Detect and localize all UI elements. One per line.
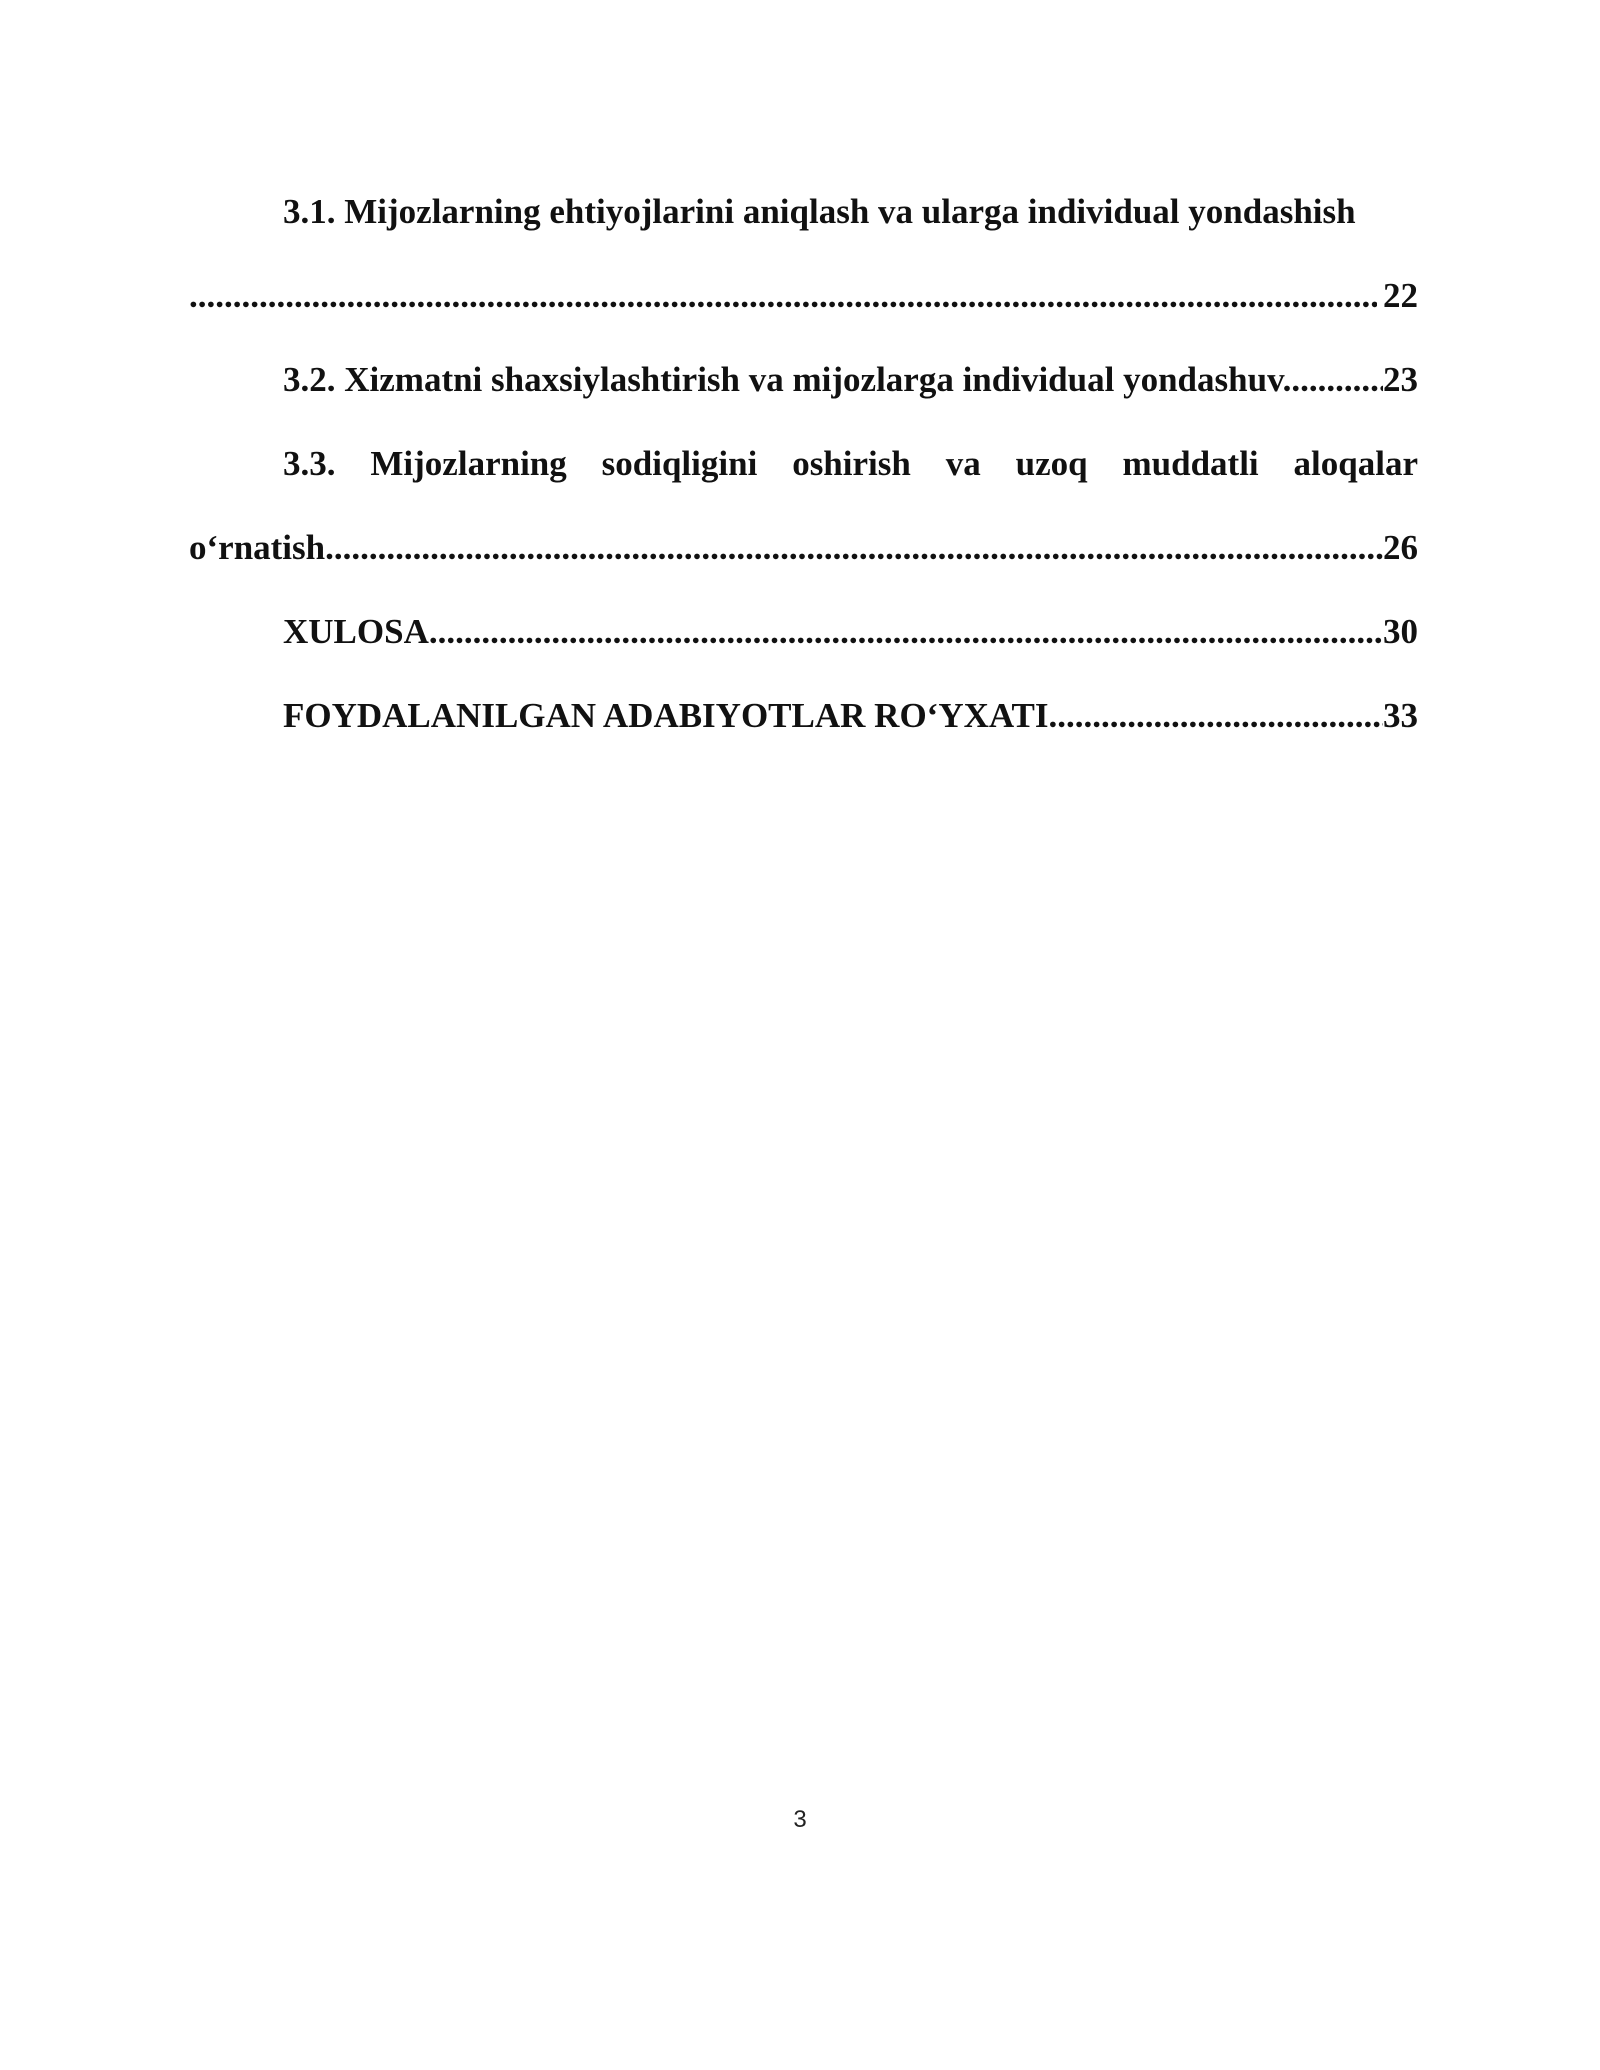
toc-entry-3-3-continuation: o‘rnatish: [189, 528, 326, 567]
toc-leader-dots: [1291, 348, 1383, 412]
toc-entry-3-3-leader-line: [189, 516, 1418, 600]
toc-entry-3-3-word: 3.3.: [283, 444, 336, 483]
toc-entry-3-2-page: 23: [1383, 360, 1418, 399]
toc-leader-dots: [189, 264, 1377, 328]
toc-entry-references-page: 33: [1383, 696, 1418, 735]
toc-leader-dots: [429, 600, 1383, 664]
toc-entry-3-3-title-line: [189, 432, 1418, 516]
toc-entry-3-3-word: uzoq: [1015, 444, 1088, 483]
toc-entry-3-3-word: sodiqligini: [601, 444, 758, 483]
table-of-contents: [189, 180, 1418, 768]
toc-entry-3-3-word: muddatli: [1122, 444, 1259, 483]
toc-entry-3-1-title-line: [189, 180, 1418, 264]
page-number: 3: [793, 1806, 807, 1833]
toc-leader-dots: [1049, 684, 1383, 748]
toc-entry-3-3-word: oshirish: [792, 444, 911, 483]
toc-leader-dots: [325, 516, 1383, 580]
toc-entry-xulosa-title: XULOSA: [283, 612, 429, 651]
toc-entry-3-3-word: aloqalar: [1293, 444, 1418, 483]
toc-entry-3-3-word: va: [945, 444, 981, 483]
toc-entry-3-3-page: 26: [1383, 528, 1418, 567]
toc-entry-3-2-line: [189, 348, 1418, 432]
toc-entry-3-2-title: 3.2. Xizmatni shaxsiylashtirish va mijozlarga individual yondashuv.: [283, 360, 1292, 399]
toc-entry-3-1-page: 22: [1383, 276, 1418, 315]
toc-entry-references-title: FOYDALANILGAN ADABIYOTLAR RO‘YXATI: [283, 696, 1049, 735]
toc-entry-3-3-word: Mijozlarning: [370, 444, 567, 483]
toc-entry-references-line: [189, 684, 1418, 768]
toc-entry-xulosa-line: [189, 600, 1418, 684]
toc-entry-3-1-leader-line: [189, 264, 1418, 348]
toc-entry-xulosa-page: 30: [1383, 612, 1418, 651]
toc-entry-3-1-title: 3.1. Mijozlarning ehtiyojlarini aniqlash va ularga individual yondashish: [283, 192, 1356, 231]
